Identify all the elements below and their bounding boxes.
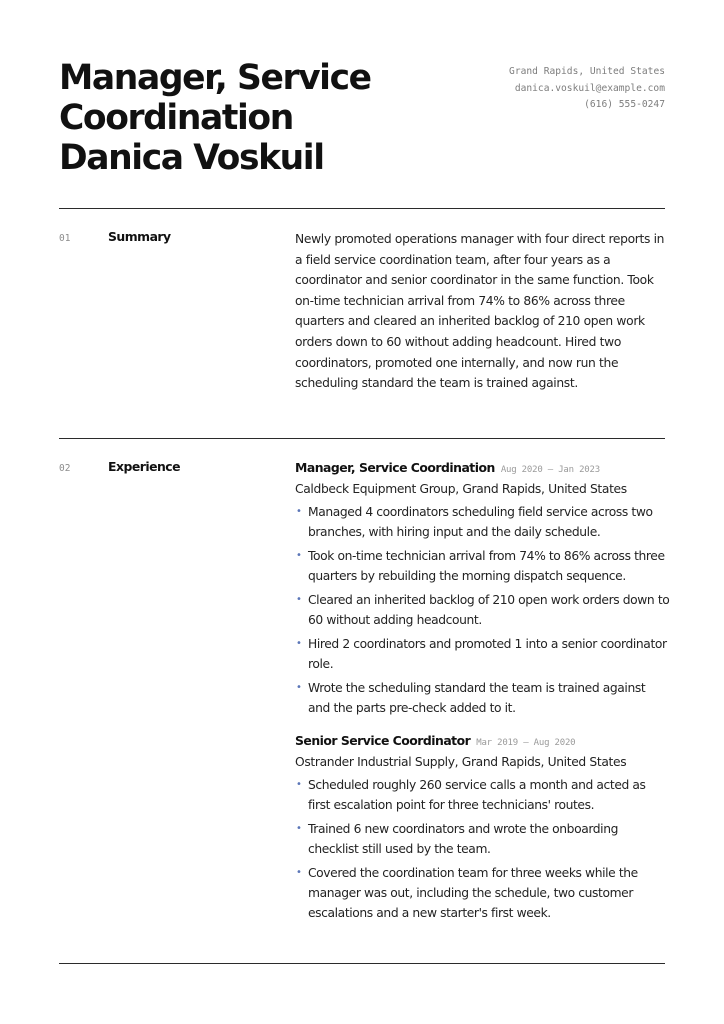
job-bullet — [295, 634, 670, 675]
job-bullet-text: Trained 6 new coordinators and wrote the onboarding checklist still used by the team. — [308, 821, 618, 856]
title-line-2: Coordination — [59, 98, 293, 138]
section-divider — [59, 438, 665, 439]
experience-section-number: 02 — [59, 463, 71, 474]
job-dates: Aug 2020 – Jan 2023 — [500, 465, 600, 475]
job-bullet-text: Managed 4 coordinators scheduling field service across two branches, with hiring input and the daily schedule. — [308, 505, 653, 540]
job-header — [295, 458, 670, 480]
job-bullet-text: Took on-time technician arrival from 74% to 86% across three quarters by rebuilding the morning dispatch sequence. — [308, 548, 665, 584]
job-bullet-text: Scheduled roughly 260 service calls a month and acted as first escalation point for three technicians' routes. — [308, 777, 646, 812]
summary-section-title: Summary — [108, 229, 171, 244]
bullet-dot-icon: • — [296, 593, 302, 605]
contact-email[interactable]: danica.voskuil@example.com — [514, 82, 665, 94]
title-line-1: Manager, Service — [59, 58, 371, 98]
job-bullet — [295, 590, 670, 631]
job-title: Senior Service Coordinator — [295, 732, 471, 748]
summary-text: Newly promoted operations manager with four direct reports in a field service coordination team, after four years as a coordinator and senior coordinator in the same function. Took on-time technician arrival from 74% to 86% across three quarters and cleared an inherited backlog of 210 open work orders down to 60 without adding headcount. Hired two coordinators, promoted one internally, and now run the scheduling standard the team is trained against. — [295, 232, 665, 391]
resume-header — [59, 58, 665, 208]
bullet-dot-icon: • — [296, 637, 302, 649]
resume-page — [59, 58, 665, 208]
section-divider — [59, 208, 665, 209]
job-header — [295, 731, 670, 753]
job-dates: Mar 2019 – Aug 2020 — [476, 737, 576, 748]
job-entry — [295, 458, 670, 719]
job-bullet — [295, 678, 670, 719]
job-bullet — [295, 546, 670, 587]
job-bullet-text: Covered the coordination team for three weeks while the manager was out, including the schedule, two customer escalations and a new starter's first week. — [308, 865, 638, 921]
job-bullet-text: Hired 2 coordinators and promoted 1 into a senior coordinator role. — [308, 636, 667, 672]
bullet-dot-icon: • — [296, 822, 302, 834]
job-company: Caldbeck Equipment Group, Grand Rapids, United States — [295, 482, 627, 496]
section-divider — [59, 963, 665, 964]
bullet-dot-icon: • — [296, 778, 302, 790]
job-company: Ostrander Industrial Supply, Grand Rapids, United States — [295, 754, 627, 769]
job-bullets — [295, 502, 670, 719]
job-title: Manager, Service Coordination — [295, 460, 495, 475]
bullet-dot-icon: • — [296, 549, 302, 561]
contact-phone: (616) 555-0247 — [584, 99, 665, 110]
job-bullet-text: Wrote the scheduling standard the team is trained against and the parts pre-check added to it. — [308, 680, 646, 716]
summary-section-number: 01 — [59, 233, 71, 244]
job-entry — [295, 731, 670, 924]
bullet-dot-icon: • — [296, 866, 302, 878]
page-title — [59, 58, 479, 178]
job-bullet — [295, 863, 670, 924]
bullet-dot-icon: • — [296, 681, 302, 693]
job-bullets — [295, 775, 670, 924]
job-bullet-text: Cleared an inherited backlog of 210 open work orders down to 60 without adding headcount. — [308, 592, 670, 628]
title-line-3: Danica Voskuil — [59, 138, 324, 178]
contact-block — [509, 64, 665, 114]
experience-list — [295, 458, 670, 927]
bullet-dot-icon: • — [296, 506, 302, 517]
job-bullet — [295, 775, 670, 816]
job-bullet — [295, 819, 670, 860]
job-bullet — [295, 502, 670, 543]
contact-location: Grand Rapids, United States — [509, 66, 665, 77]
experience-section-title: Experience — [108, 459, 181, 474]
